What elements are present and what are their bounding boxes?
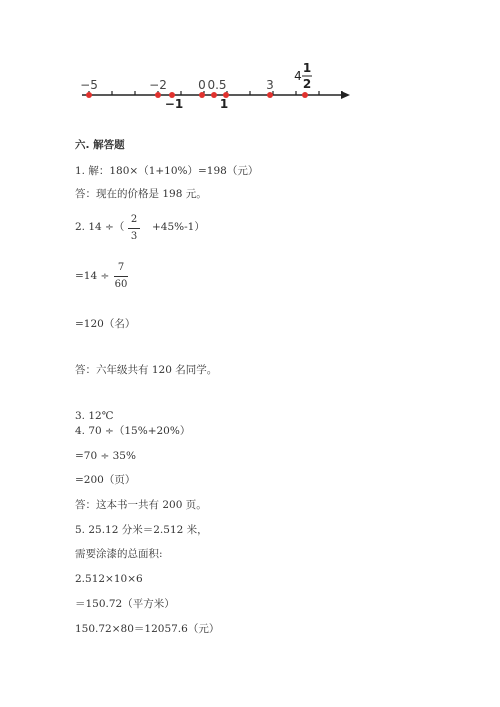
- q5-step2: 2.512×10×6: [75, 573, 143, 585]
- label-0-5: 0.5: [207, 78, 227, 92]
- q5-step1: 需要涂漆的总面积:: [75, 548, 163, 560]
- number-line-point: [86, 92, 92, 98]
- q2-expression-prefix: 2. 14 ÷（: [75, 221, 125, 233]
- q2-answer: 答：六年级共有 120 名同学。: [75, 364, 218, 376]
- mixed-number-whole: 4: [294, 69, 302, 83]
- q2-expression-suffix: +45%-1）: [152, 221, 205, 233]
- q2-step1-bar: [114, 276, 128, 277]
- q4-expression: 4. 70 ÷（15%+20%）: [75, 425, 191, 437]
- number-line: [0, 0, 500, 130]
- label-3: 3: [266, 78, 274, 92]
- q2-step1-numerator: 7: [117, 262, 125, 273]
- mixed-number-denominator: 2: [302, 77, 312, 91]
- q2-step2: =120（名）: [75, 318, 136, 330]
- number-line-point: [199, 92, 205, 98]
- label-1: 1: [219, 97, 229, 111]
- q2-fraction-bar: [128, 228, 140, 229]
- q5-step3: ＝150.72（平方米）: [75, 598, 175, 610]
- q2-fraction-denominator: 3: [130, 231, 138, 242]
- section-title: 六. 解答题: [75, 139, 125, 151]
- q2-step1-prefix: =14 ÷: [75, 270, 110, 282]
- q5-conversion: 5. 25.12 分米＝2.512 米，: [75, 524, 208, 536]
- q4-answer: 答：这本书一共有 200 页。: [75, 499, 207, 511]
- number-line-point: [211, 92, 217, 98]
- q2-fraction-numerator: 2: [130, 214, 138, 225]
- label-minus-2: −2: [149, 78, 167, 92]
- q4-step1: =70 ÷ 35%: [75, 450, 136, 462]
- number-line-point: [155, 92, 161, 98]
- q2-step1-denominator: 60: [114, 279, 128, 290]
- q2-fraction: [128, 214, 140, 243]
- q2-step1-fraction: [114, 262, 128, 291]
- number-line-point: [267, 92, 273, 98]
- q5-step4: 150.72×80＝12057.6（元）: [75, 623, 220, 635]
- label-minus-1: −1: [164, 97, 184, 111]
- q1-answer: 答：现在的价格是 198 元。: [75, 188, 207, 200]
- q4-step2: =200（页）: [75, 474, 136, 486]
- label-0: 0: [198, 78, 206, 92]
- mixed-number-numerator: 1: [302, 61, 312, 75]
- q1-solution: 1. 解：180×（1+10%）=198（元）: [75, 165, 259, 177]
- label-minus-5: −5: [80, 78, 98, 92]
- number-line-point: [302, 92, 308, 98]
- q3-answer: 3. 12℃: [75, 410, 114, 422]
